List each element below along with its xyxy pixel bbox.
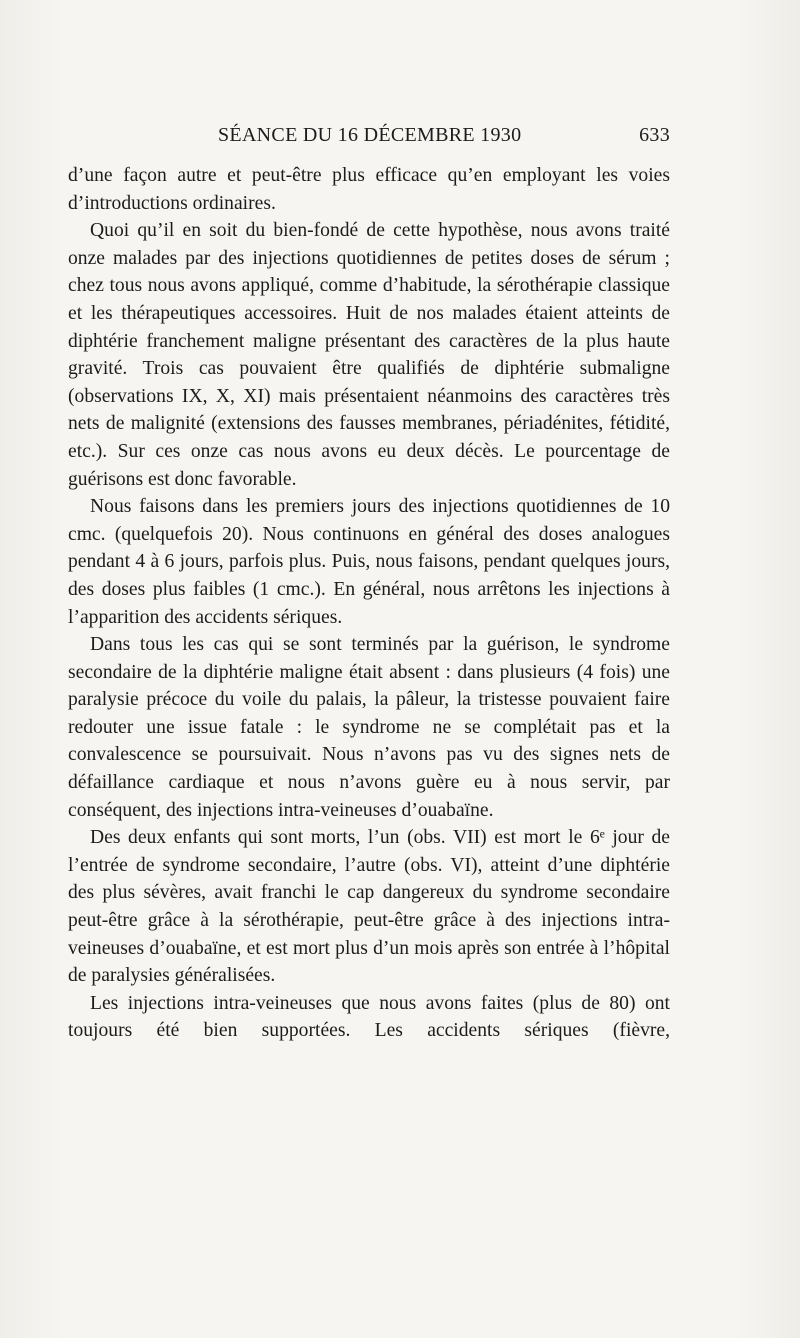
page-number: 633 xyxy=(639,124,670,146)
paragraph-deaths: Des deux enfants qui sont morts, l’un (obs. VII) est mort le 6ᵉ jour de l’entrée de syndrome secondaire, l’autre (obs. VI), atteint d’une diphtérie des plus sévères, avait franchi le cap dangereux du syndrome secondaire peut-être grâce à la sérothérapie, peut-être grâce à des injections intra-veineuses d’ouabaïne, et est mort plus d’un mois après son entrée à l’hôpital de paralysies généralisées. xyxy=(68,827,670,987)
paragraph-continued: d’une façon autre et peut-être plus efficace qu’en employant les voies d’introductions ordinaires. xyxy=(68,165,670,214)
paragraph-dosage: Nous faisons dans les premiers jours des injections quotidiennes de 10 cmc. (quelquefois 20). Nous continuons en général des doses analogues pendant 4 à 6 jours, parfois plus. Puis, nous faisons, pendant quelques jours, des doses plus faibles (1 cmc.). En général, nous arrêtons les injections à l’apparition des accidents sériques. xyxy=(68,496,670,628)
paragraph-outcomes: Dans tous les cas qui se sont terminés par la guérison, le syndrome secondaire de la diphtérie maligne était absent : dans plusieurs (4 fois) une paralysie précoce du voile du palais, la pâleur, la tristesse pouvaient faire redouter une issue fatale : le syndrome ne se complétait pas et la convalescence se poursuivait. Nous n’avons pas vu des signes nets de défaillance cardiaque et nous n’avons guère eu à nous servir, par conséquent, des injections intra-veineuses d’ouabaïne. xyxy=(68,634,670,821)
paragraph-treatment: Quoi qu’il en soit du bien-fondé de cette hypothèse, nous avons traité onze malades par des injections quotidiennes de petites doses de sérum ; chez tous nous avons appliqué, comme d’habitude, la sérothérapie classique et les thérapeutiques accessoires. Huit de nos malades étaient atteints de diphtérie franchement maligne présentant des caractères de la plus haute gravité. Trois cas pouvaient être qualifiés de diphtérie submaligne (observations IX, X, XI) mais présentaient néanmoins des caractères très nets de malignité (extensions des fausses membranes, périadénites, fétidité, etc.). Sur ces onze cas nous avons eu deux décès. Le pourcentage de guérisons est donc favorable. xyxy=(68,220,670,490)
running-title: SÉANCE DU 16 DÉCEMBRE 1930 xyxy=(218,124,522,146)
page-header xyxy=(218,124,670,154)
body-text xyxy=(68,162,670,1045)
paragraph-injections: Les injections intra-veineuses que nous avons faites (plus de 80) ont toujours été bien supportées. Les accidents sériques (fièvre, xyxy=(68,992,670,1042)
